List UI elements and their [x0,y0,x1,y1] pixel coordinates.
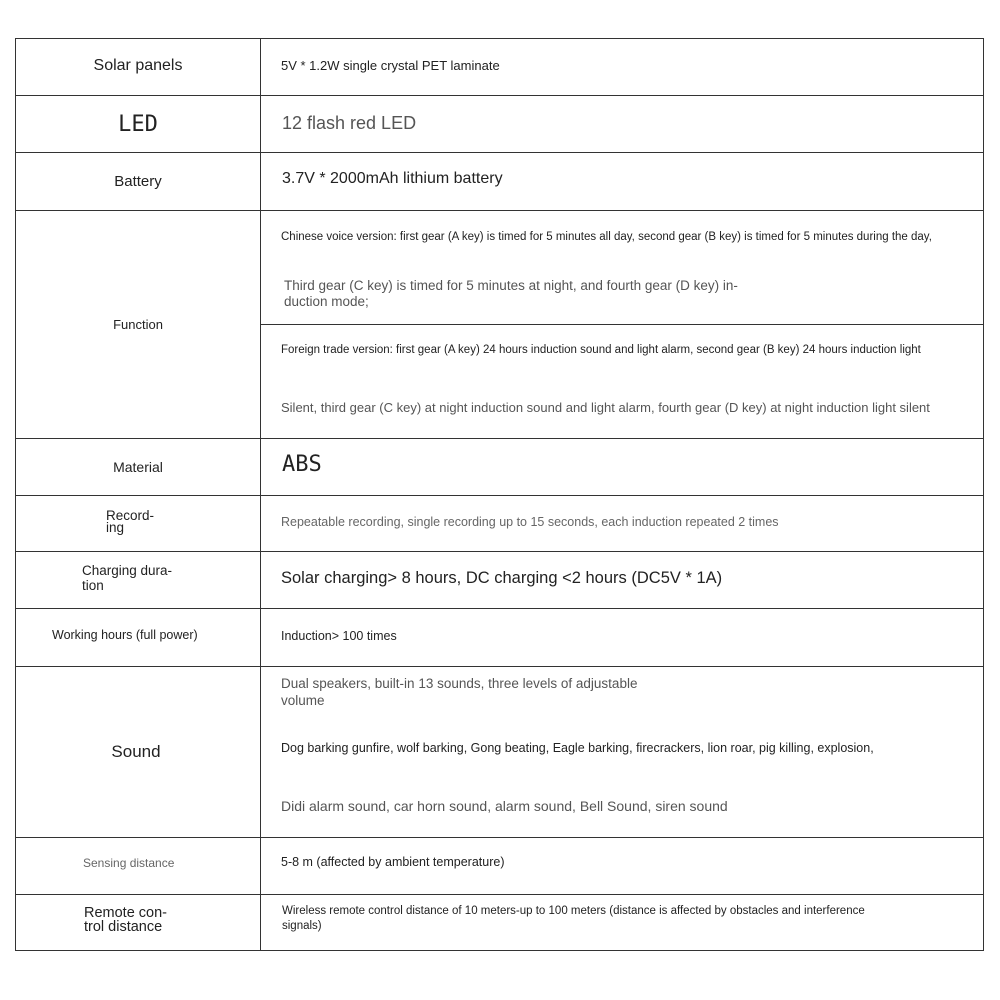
solar-panels-label: Solar panels [93,56,183,74]
function-chinese-line1: Chinese voice version: first gear (A key) is timed for 5 minutes all day, second gear (B key) is timed for 5 minutes during the day, [281,231,932,243]
value-cell [261,838,983,894]
remote-label-line2: trol distance [84,919,163,935]
row-working-hours [16,609,983,667]
row-led [16,96,983,153]
row-sensing-distance [16,838,983,895]
label-cell [16,153,261,210]
row-remote-control-distance [16,895,983,950]
function-foreign-line1: Foreign trade version: first gear (A key) 24 hours induction sound and light alarm, second gear (B key) 24 hours induction light [281,344,921,356]
function-foreign-line2: Silent, third gear (C key) at night induction sound and light alarm, fourth gear (D key) at night induction light silent [281,400,930,415]
sound-label: Sound [111,742,161,761]
charging-label-line2: tion [82,578,104,593]
row-solar-panels [16,39,983,96]
sound-line3: Dog barking gunfire, wolf barking, Gong beating, Eagle barking, firecrackers, lion roar, pig killing, explosion, [281,741,874,755]
value-cell [261,667,983,837]
value-cell [261,39,983,95]
row-function [16,211,983,439]
value-cell [261,439,983,495]
remote-label-line1: Remote con- [84,905,168,921]
remote-value-line1: Wireless remote control distance of 10 meters-up to 100 meters (distance is affected by obstacles and interference [282,905,865,917]
working-hours-label: Working hours (full power) [52,628,198,642]
row-material [16,439,983,496]
function-chinese-line3: duction mode; [284,294,369,309]
function-sub-divider [261,324,983,325]
value-cell [261,609,983,666]
solar-panels-value: 5V * 1.2W single crystal PET laminate [281,58,500,73]
label-cell [16,96,261,152]
value-cell [261,496,983,551]
charging-value: Solar charging> 8 hours, DC charging <2 hours (DC5V * 1A) [281,569,723,587]
battery-label: Battery [114,173,162,190]
value-cell [261,153,983,210]
recording-value: Repeatable recording, single recording up to 15 seconds, each induction repeated 2 times [281,515,779,529]
value-cell [261,895,983,950]
sensing-distance-value: 5-8 m (affected by ambient temperature) [281,855,505,869]
material-label: Material [113,459,163,475]
value-cell [261,552,983,608]
battery-value: 3.7V * 2000mAh lithium battery [282,170,503,187]
label-cell [16,211,261,438]
recording-label-line2: ing [106,520,125,535]
sound-line1: Dual speakers, built-in 13 sounds, three levels of adjustable [281,676,638,691]
function-chinese-line2: Third gear (C key) is timed for 5 minutes at night, and fourth gear (D key) in- [284,278,738,293]
charging-label-line1: Charging dura- [82,563,173,578]
value-cell [261,211,983,438]
label-cell [16,552,261,608]
material-value: ABS [282,452,322,477]
row-sound [16,667,983,838]
spec-table [15,38,984,951]
label-cell [16,667,261,837]
working-hours-value: Induction> 100 times [281,629,397,643]
row-charging-duration [16,552,983,609]
label-cell [16,496,261,551]
function-label: Function [113,317,163,332]
row-recording [16,496,983,552]
remote-value-line2: signals) [282,920,322,932]
value-cell [261,96,983,152]
label-cell [16,439,261,495]
sound-line2: volume [281,693,325,708]
led-label: LED [118,111,158,137]
row-battery [16,153,983,211]
sound-line4: Didi alarm sound, car horn sound, alarm sound, Bell Sound, siren sound [281,798,728,814]
label-cell [16,39,261,95]
sensing-distance-label: Sensing distance [83,856,175,870]
recording-label-line1: Record- [106,508,155,523]
led-value: 12 flash red LED [282,113,417,133]
